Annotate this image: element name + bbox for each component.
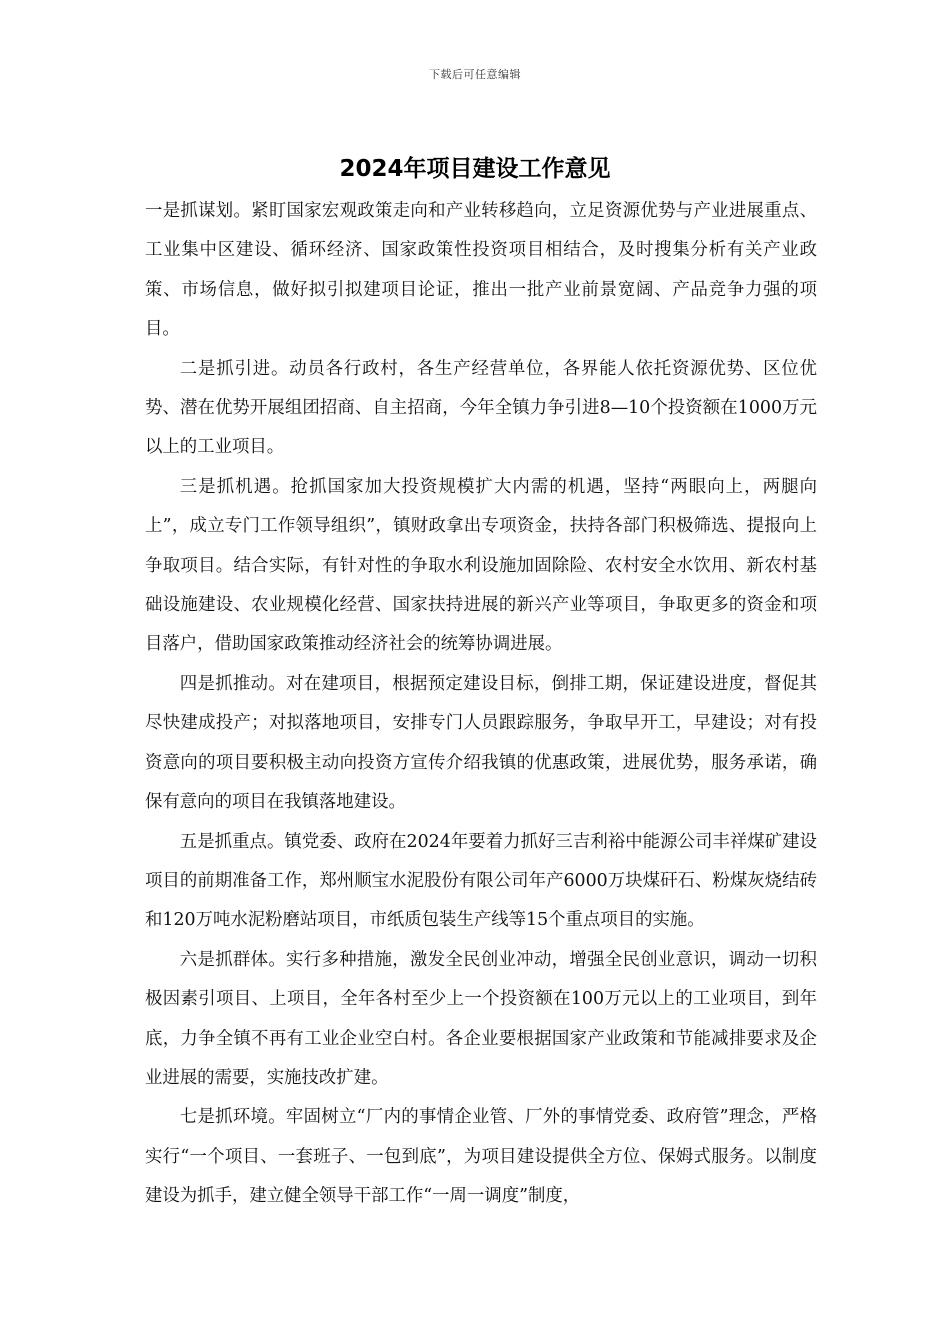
paragraph-promotion: 四是抓推动。对在建项目，根据预定建设目标，倒排工期，保证建设进度，督促其尽快建成投产；对拟落地项目，安排专门人员跟踪服务，争取早开工，早建设；对有投资意向的项目要积极主动向投资方宣传介绍我镇的优惠政策，进展优势，服务承诺，确保有意向的项目在我镇落地建设。 <box>145 673 817 813</box>
paragraph-environment: 七是抓环境。牢固树立“厂内的事情企业管、厂外的事情党委、政府管”理念，严格实行“一个项目、一套班子、一包到底”，为项目建设提供全方位、保姆式服务。以制度建设为抓手，建立健全领导干部工作“一周一调度”制度， <box>145 1107 817 1207</box>
paragraph-planning: 一是抓谋划。紧盯国家宏观政策走向和产业转移趋向，立足资源优势与产业进展重点、工业集中区建设、循环经济、国家政策性投资项目相结合，及时搜集分析有关产业政策、市场信息，做好拟引拟建项目论证，推出一批产业前景宽阔、产品竞争力强的项目。 <box>145 201 817 340</box>
paragraph-key-projects: 五是抓重点。镇党委、政府在2024年要着力抓好三吉利裕中能源公司丰祥煤矿建设项目的前期准备工作，郑州顺宝水泥股份有限公司年产6000万块煤矸石、粉煤灰烧结砖和120万吨水泥粉磨站项目，市纸质包装生产线等15个重点项目的实施。 <box>145 831 817 931</box>
document-title: 2024年项目建设工作意见 <box>339 156 611 182</box>
paragraph-group: 六是抓群体。实行多种措施，激发全民创业冲动，增强全民创业意识，调动一切积极因素引项目、上项目，全年各村至少上一个投资额在100万元以上的工业项目，到年底，力争全镇不再有工业企业空白村。各企业要根据国家产业政策和节能减排要求及企业进展的需要，实施技改扩建。 <box>145 949 817 1088</box>
paragraph-introduction: 二是抓引进。动员各行政村，各生产经营单位，各界能人依托资源优势、区位优势、潜在优势开展组团招商、自主招商，今年全镇力争引进8—10个投资额在1000万元以上的工业项目。 <box>145 358 817 458</box>
header-note: 下载后可任意编辑 <box>429 68 521 81</box>
paragraph-opportunity: 三是抓机遇。抢抓国家加大投资规模扩大内需的机遇，坚持“两眼向上，两腿向上”，成立专门工作领导组织”，镇财政拿出专项资金，扶持各部门积极筛选、提报向上争取项目。结合实际，有针对性的争取水利设施加固除险、农村安全水饮用、新农村基础设施建设、农业规模化经营、国家扶持进展的新兴产业等项目，争取更多的资金和项目落户，借助国家政策推动经济社会的统筹协调进展。 <box>145 476 817 655</box>
document-body <box>145 192 817 1217</box>
